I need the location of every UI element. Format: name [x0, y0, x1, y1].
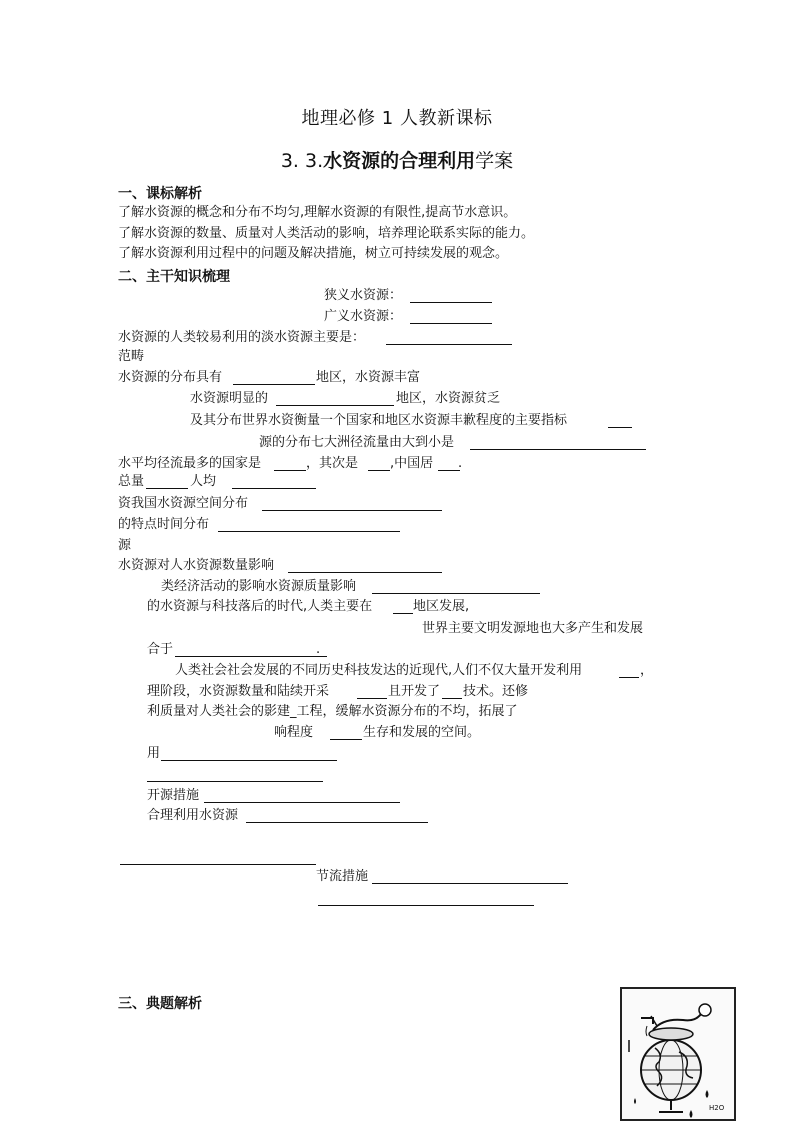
country-first-blank [274, 456, 306, 471]
modern-line-1: 人类社会社会发展的不同历史科技发达的近现代,人们不仅大量开发利用 [175, 663, 583, 678]
fresh-water-blank [386, 330, 512, 345]
distribution-poor-label: 地区，水资源贫乏 [396, 391, 501, 406]
history-line-2: 世界主要文明发源地也大多产生和发展 [422, 621, 644, 636]
history-line-3-period: . [316, 642, 321, 657]
section3-heading: 三、典题解析 [118, 996, 202, 1012]
distribution-label: 水资源的分布具有 [118, 370, 223, 385]
time-distribution-label: 的特点时间分布 [118, 517, 210, 532]
section2-heading: 二、主干知识梳理 [118, 269, 230, 285]
section1-heading: 一、课标解析 [118, 186, 202, 202]
broad-water-blank [410, 309, 492, 324]
rational-use-label: 合理利用水资源 [147, 808, 239, 823]
index-blank [608, 413, 632, 428]
section1-line-1: 了解水资源的概念和分布不均匀,理解水资源的有限性,提高节水意识。 [118, 205, 517, 220]
country-second-blank [368, 456, 390, 471]
scope-label: 范畴 [118, 349, 145, 364]
modern-line-2-tail: 技术。还修 [463, 684, 529, 699]
page-subtitle [0, 146, 794, 173]
history-blank [175, 642, 327, 657]
broad-water-label: 广义水资源： [324, 309, 403, 324]
save-water-label: 节流措施 [316, 869, 369, 884]
subtitle-tail: 学案 [475, 150, 514, 172]
yuan-label: 源 [118, 538, 132, 553]
space-distribution-label: 资我国水资源空间分布 [118, 496, 249, 511]
rational-use-blank [246, 808, 428, 823]
extra-blank [147, 767, 323, 782]
distribution-poor-blank [276, 391, 394, 406]
distribution-rich-label: 地区，水资源丰富 [316, 370, 421, 385]
use-blank [161, 746, 337, 761]
modern-line-2-mid: 且开发了 [388, 684, 441, 699]
china-rank-period: . [458, 456, 463, 471]
subtitle-main: 水资源的合理利用 [323, 150, 476, 172]
quantity-impact-blank [288, 558, 442, 573]
quality-impact-label: 类经济活动的影响水资源质量影响 [161, 579, 357, 594]
china-rank-blank [438, 456, 463, 471]
open-source-blank [204, 788, 400, 803]
h2o-label: H2O [709, 1104, 725, 1112]
continent-order-label: 源的分布七大洲径流量由大到小是 [259, 435, 455, 450]
space-distribution-blank [262, 496, 442, 511]
modern-line-2: 理阶段，水资源数量和陆续开采 [147, 684, 330, 699]
quantity-impact-label: 水资源对人水资源数量影响 [118, 558, 275, 573]
globe-faucet-illustration [617, 978, 739, 1123]
modern-space-blank [330, 725, 362, 740]
fresh-water-label: 水资源的人类较易利用的淡水资源主要是： [118, 330, 366, 345]
history-line-1: 的水资源与科技落后的时代,人类主要在 [147, 599, 373, 614]
use-label: 用 [147, 746, 161, 761]
modern-develop-blank [619, 663, 639, 678]
open-source-label: 开源措施 [147, 788, 200, 803]
modern-tech-blank [442, 684, 462, 699]
country-second-label: ，其次是 [306, 456, 359, 471]
history-line-3: 合于 [147, 642, 174, 657]
modern-line-3: 利质量对人类社会的影建_工程，缓解水资源分布的不均，拓展了 [147, 704, 518, 719]
distribution-obvious-label: 水资源明显的 [190, 391, 269, 406]
section1-line-2: 了解水资源的数量、质量对人类活动的影响，培养理论联系实际的能力。 [118, 226, 535, 241]
per-capita-label: 人均 [190, 474, 217, 489]
quality-impact-blank [372, 579, 540, 594]
modern-line-4-tail: 生存和发展的空间。 [363, 725, 481, 740]
subtitle-number: 3. 3. [280, 150, 324, 172]
history-line-1-tail: 地区发展, [413, 599, 470, 614]
total-label: 总量 [118, 474, 145, 489]
narrow-water-label: 狭义水资源： [324, 288, 403, 303]
globe-faucet-drawing [617, 978, 739, 1123]
save-water-blank-2 [318, 891, 534, 906]
per-capita-blank [232, 474, 316, 489]
time-distribution-blank [218, 517, 400, 532]
history-region-blank [393, 599, 413, 614]
continent-order-blank [470, 435, 646, 450]
index-label: 及其分布世界水资衡量一个国家和地区水资源丰歉程度的主要指标 [190, 413, 568, 428]
modern-line-1-tail: ， [640, 663, 654, 678]
narrow-water-blank [410, 288, 492, 303]
country-label: 水平均径流最多的国家是 [118, 456, 262, 471]
blank-line-left [120, 850, 316, 865]
china-rank-label: ,中国居 [390, 456, 434, 471]
distribution-blank [233, 370, 315, 385]
total-blank [146, 474, 188, 489]
modern-line-4: 响程度 [274, 725, 314, 740]
section1-line-3: 了解水资源利用过程中的问题及解决措施，树立可持续发展的观念。 [118, 246, 509, 261]
page-title: 地理必修 1 人教新课标 [301, 108, 493, 129]
modern-mining-blank [357, 684, 387, 699]
save-water-blank [372, 869, 568, 884]
